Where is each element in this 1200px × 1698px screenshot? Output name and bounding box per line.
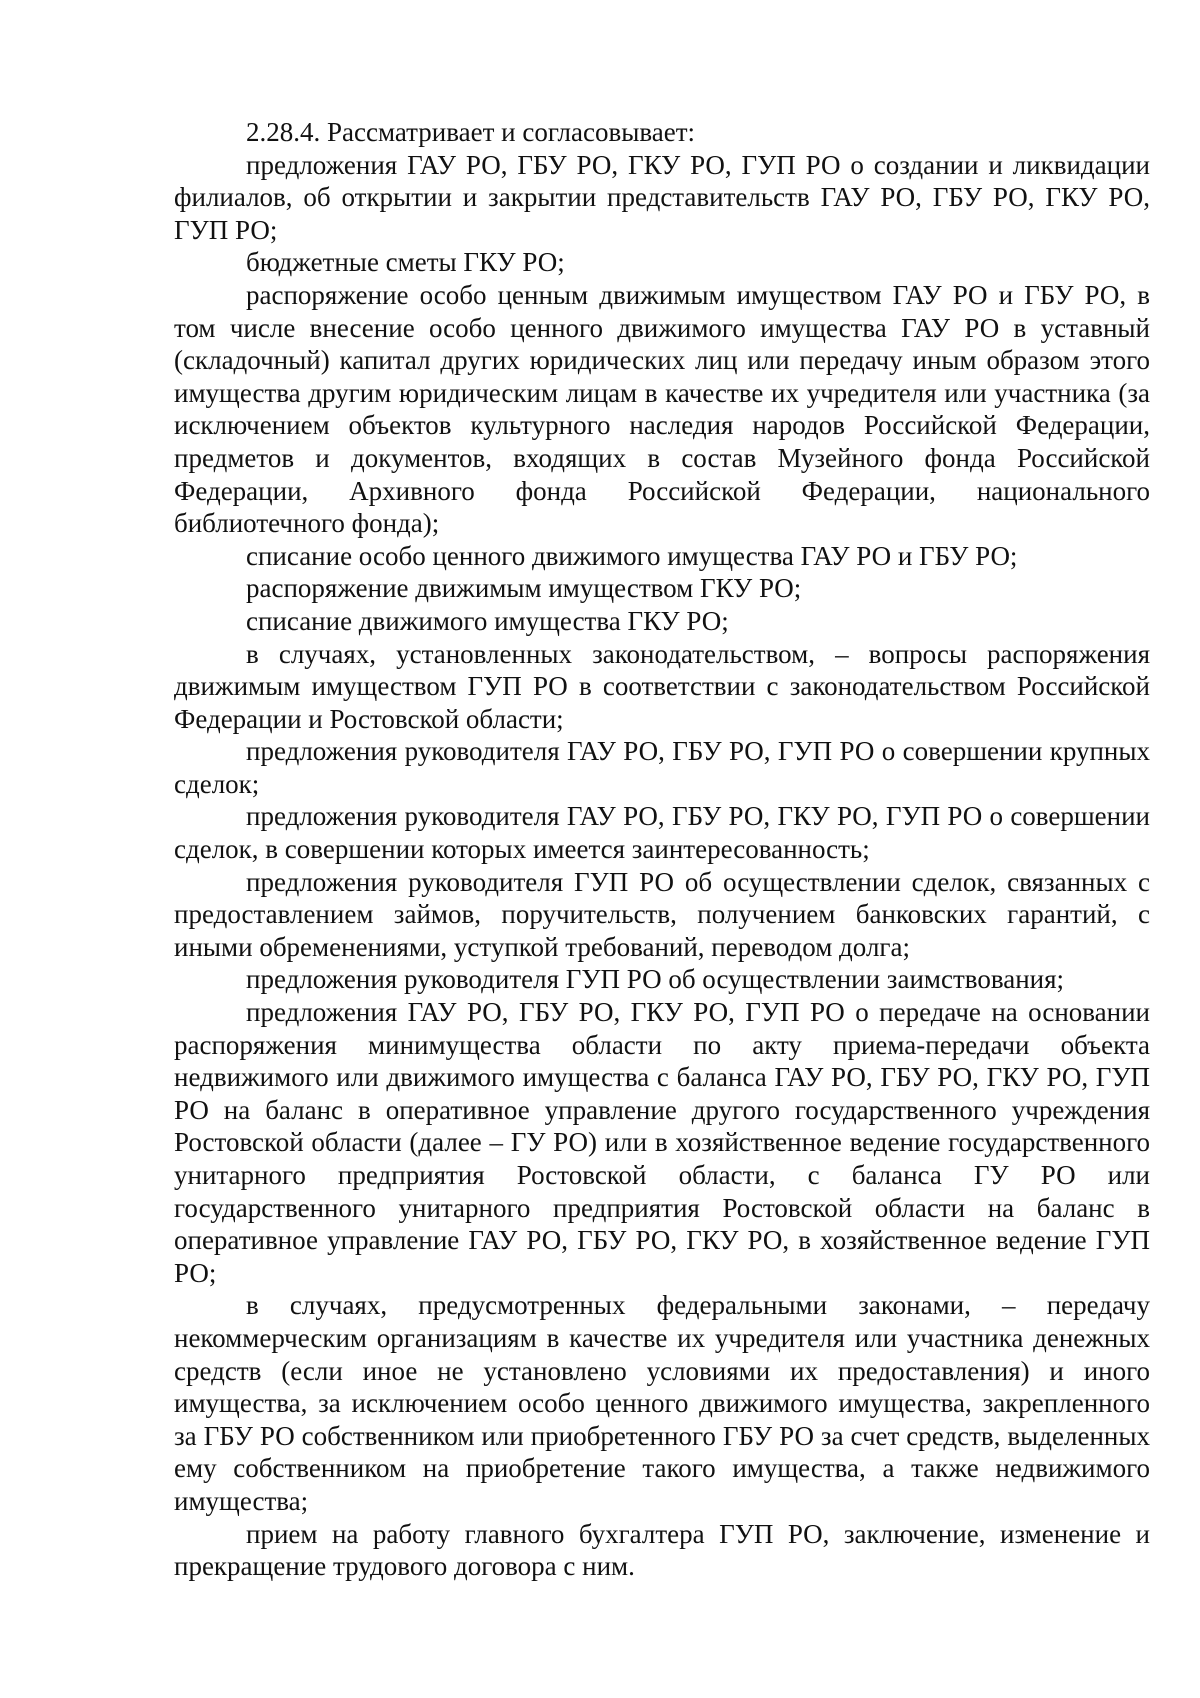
paragraph: предложения ГАУ РО, ГБУ РО, ГКУ РО, ГУП РО о передаче на основании распоряжения минимущества области по акту приема-передачи объекта недвижимого или движимого имущества с баланса ГАУ РО, ГБУ РО, ГКУ РО, ГУП РО на баланс в оперативное управление другого государственного учреждения Ростовской области (далее – ГУ РО) или в хозяйственное ведение государственного унитарного предприятия Ростовской области, с баланса ГУ РО или государственного унитарного предприятия Ростовской области на баланс в оперативное управление ГАУ РО, ГБУ РО, ГКУ РО, в хозяйственное ведение ГУП РО; [174,997,1150,1288]
paragraph: предложения руководителя ГУП РО об осуществлении заимствования; [246,964,1065,995]
paragraph: предложения ГАУ РО, ГБУ РО, ГКУ РО, ГУП РО о создании и ликвидации филиалов, об открытии и закрытии представительств ГАУ РО, ГБУ РО, ГКУ РО, ГУП РО; [174,149,1150,245]
section-heading: 2.28.4. Рассматривает и согласовывает: [246,117,696,147]
paragraph: предложения руководителя ГУП РО об осуществлении сделок, связанных с предоставлением займов, поручительств, получением банковских гарантий, с иными обременениями, уступкой требований, переводом долга; [174,866,1150,962]
paragraph: списание особо ценного движимого имущества ГАУ РО и ГБУ РО; [246,540,1018,571]
paragraph: в случаях, установленных законодательством, – вопросы распоряжения движимым имуществом ГУП РО в соответствии с законодательством Российской Федерации и Ростовской области; [174,638,1150,734]
document-body [174,116,1150,1583]
paragraph: бюджетные сметы ГКУ РО; [246,247,565,278]
paragraph: в случаях, предусмотренных федеральными законами, – передачу некоммерческим организациям в качестве их учредителя или участника денежных средств (если иное не установлено условиями их предоставления) и иного имущества, за исключением особо ценного движимого имущества, закрепленного за ГБУ РО собственником или приобретенного ГБУ РО за счет средств, выделенных ему собственником на приобретение такого имущества, а также недвижимого имущества; [174,1290,1150,1516]
paragraph: распоряжение движимым имуществом ГКУ РО; [246,573,802,604]
paragraph: прием на работу главного бухгалтера ГУП РО, заключение, изменение и прекращение трудового договора с ним. [174,1518,1150,1582]
paragraph: списание движимого имущества ГКУ РО; [246,605,729,636]
paragraph: предложения руководителя ГАУ РО, ГБУ РО, ГУП РО о совершении крупных сделок; [174,736,1150,799]
paragraph: распоряжение особо ценным движимым имуществом ГАУ РО и ГБУ РО, в том числе внесение особо ценного движимого имущества ГАУ РО в уставный (складочный) капитал других юридических лиц или передачу иным образом этого имущества другим юридическим лицам в качестве их учредителя или участника (за исключением объектов культурного наследия народов Российской Федерации, предметов и документов, входящих в состав Музейного фонда Российской Федерации, Архивного фонда Российской Федерации, национального библиотечного фонда); [174,279,1150,539]
paragraph: предложения руководителя ГАУ РО, ГБУ РО, ГКУ РО, ГУП РО о совершении сделок, в совершении которых имеется заинтересованность; [174,801,1150,865]
